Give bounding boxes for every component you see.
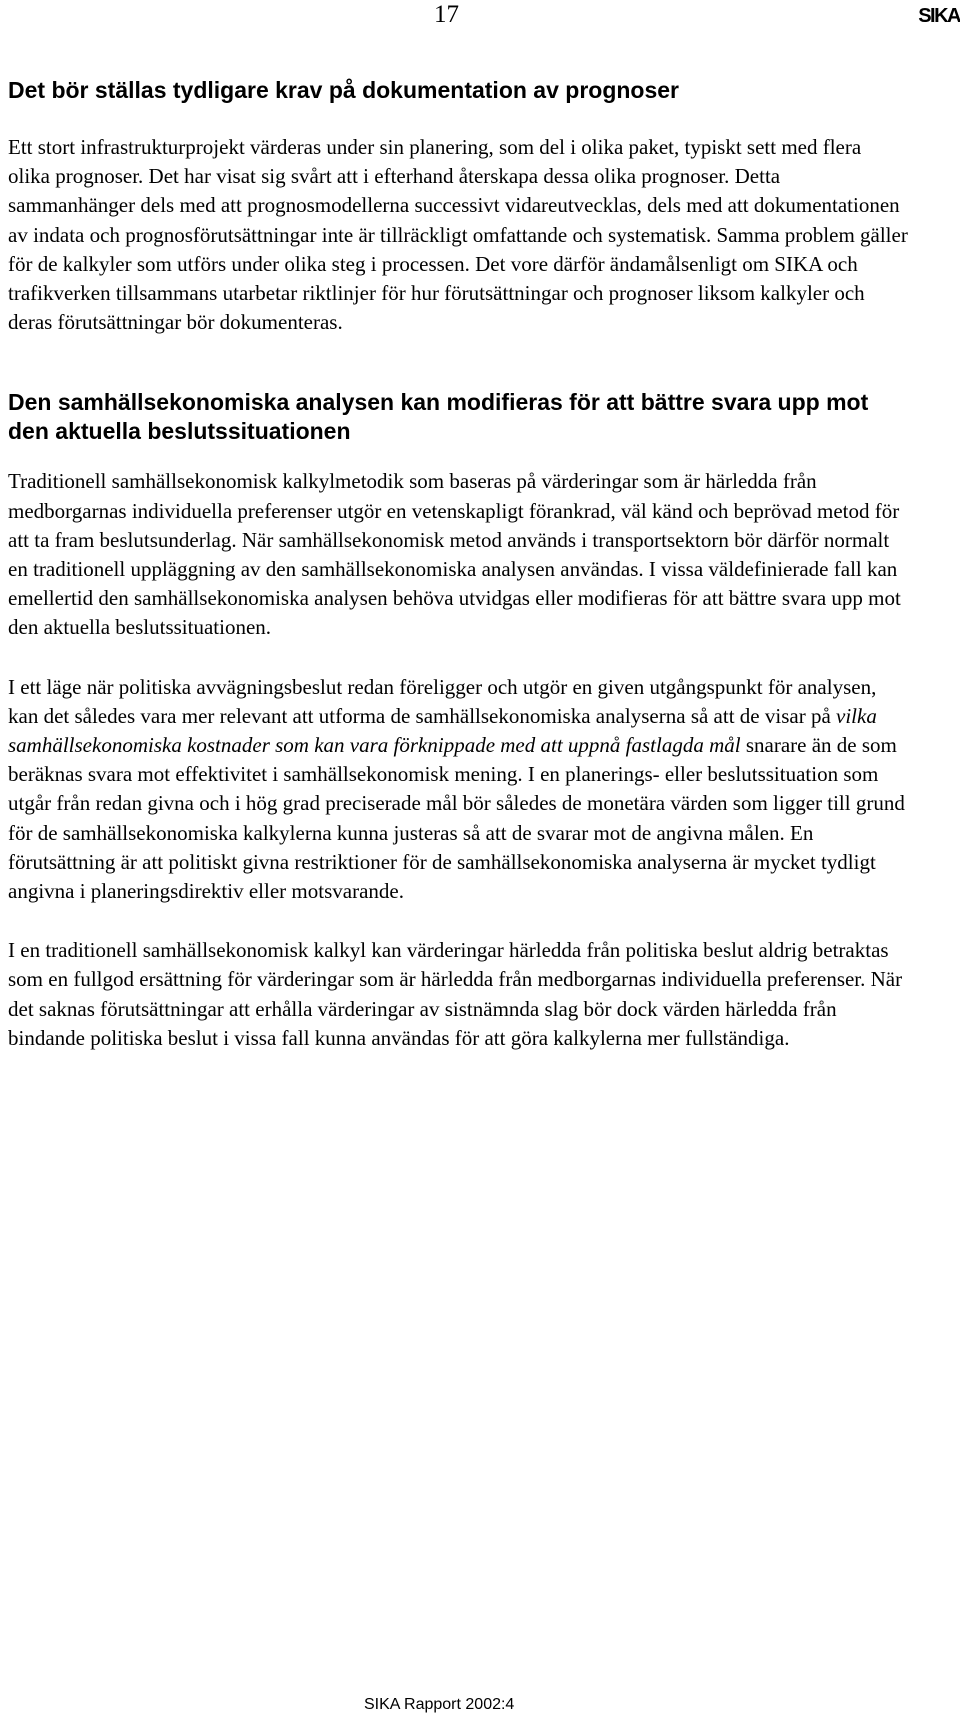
footer-report-id: SIKA Rapport 2002:4 <box>364 1696 515 1713</box>
paragraph-text: I ett läge när politiska avvägningsbeslut redan föreligger och utgör en given utgångspunkt för analysen, kan det således vara mer relevant att utforma de samhällsekonomiska analyserna så att de visar på <box>8 674 877 728</box>
brand-logo: SIKA <box>918 5 960 27</box>
section-heading-analysis: Den samhällsekonomiska analysen kan modifieras för att bättre svara upp mot den aktuella beslutssituationen <box>8 389 869 445</box>
paragraph-documentation: Ett stort infrastrukturprojekt värderas under sin planering, som del i olika paket, typiskt sett med flera olika prognoser. Det har visat sig svårt att i efterhand återskapa dessa olika prognoser. Detta sammanhänger dels med att prognosmodellerna successivt vidareutvecklas, dels med att dokumentationen av indata och prognosförutsättningar inte är tillräckligt omfattande och systematisk. Samma problem gäller för de kalkyler som utförs under olika steg i processen. Det vore därför ändamålsenligt om SIKA och trafikverken tillsammans utarbetar riktlinjer för hur förutsättningar och prognoser liksom kalkyler och deras förutsättningar bör dokumenteras. <box>8 135 908 335</box>
document-body <box>8 68 908 1053</box>
paragraph-traditional-calculation: I en traditionell samhällsekonomisk kalkyl kan värderingar härledda från politiska beslut aldrig betraktas som en fullgod ersättning för värderingar som är härledda från medborgarnas individuella preferenser. När det saknas förutsättningar att erhålla värderingar av sistnämnda slag bör dock värden härledda från bindande politiska beslut i vissa fall kunna användas för att göra kalkylerna mer fullständiga. <box>8 938 903 1050</box>
section-heading-documentation: Det bör ställas tydligare krav på dokumentation av prognoser <box>8 77 680 103</box>
page-number: 17 <box>434 1 459 28</box>
paragraph-political-decisions <box>8 673 908 907</box>
emphasized-text: vilka samhällsekonomiska kostnader som kan vara förknippade med att uppnå fastlagda mål <box>8 703 877 758</box>
paragraph-text: snarare än de som beräknas svara mot effektivitet i samhällsekonomisk mening. I en planerings- eller beslutssituation som utgår från redan givna och i hög grad preciserade mål bör således de monetära värden som ligger till grund för de samhällsekonomiska kalkylerna kunna justeras så att de svarar mot de angivna målen. En förutsättning är att politiskt givna restriktioner för de samhällsekonomiska analyserna är mycket tydligt angivna i planeringsdirektiv eller motsvarande. <box>8 733 905 904</box>
paragraph-traditional-method: Traditionell samhällsekonomisk kalkylmetodik som baseras på värderingar som är härledda från medborgarnas individuella preferenser utgör en vetenskapligt förankrad, väl känd och beprövad metod för att ta fram beslutsunderlag. När samhällsekonomisk metod används i transportsektorn bör därför normalt en traditionell uppläggning av den samhällsekonomiska analysen användas. I vissa väldefinierade fall kan emellertid den samhällsekonomiska analysen behöva utvidgas eller modifieras för att bättre svara upp mot den aktuella beslutssituationen. <box>8 469 901 640</box>
